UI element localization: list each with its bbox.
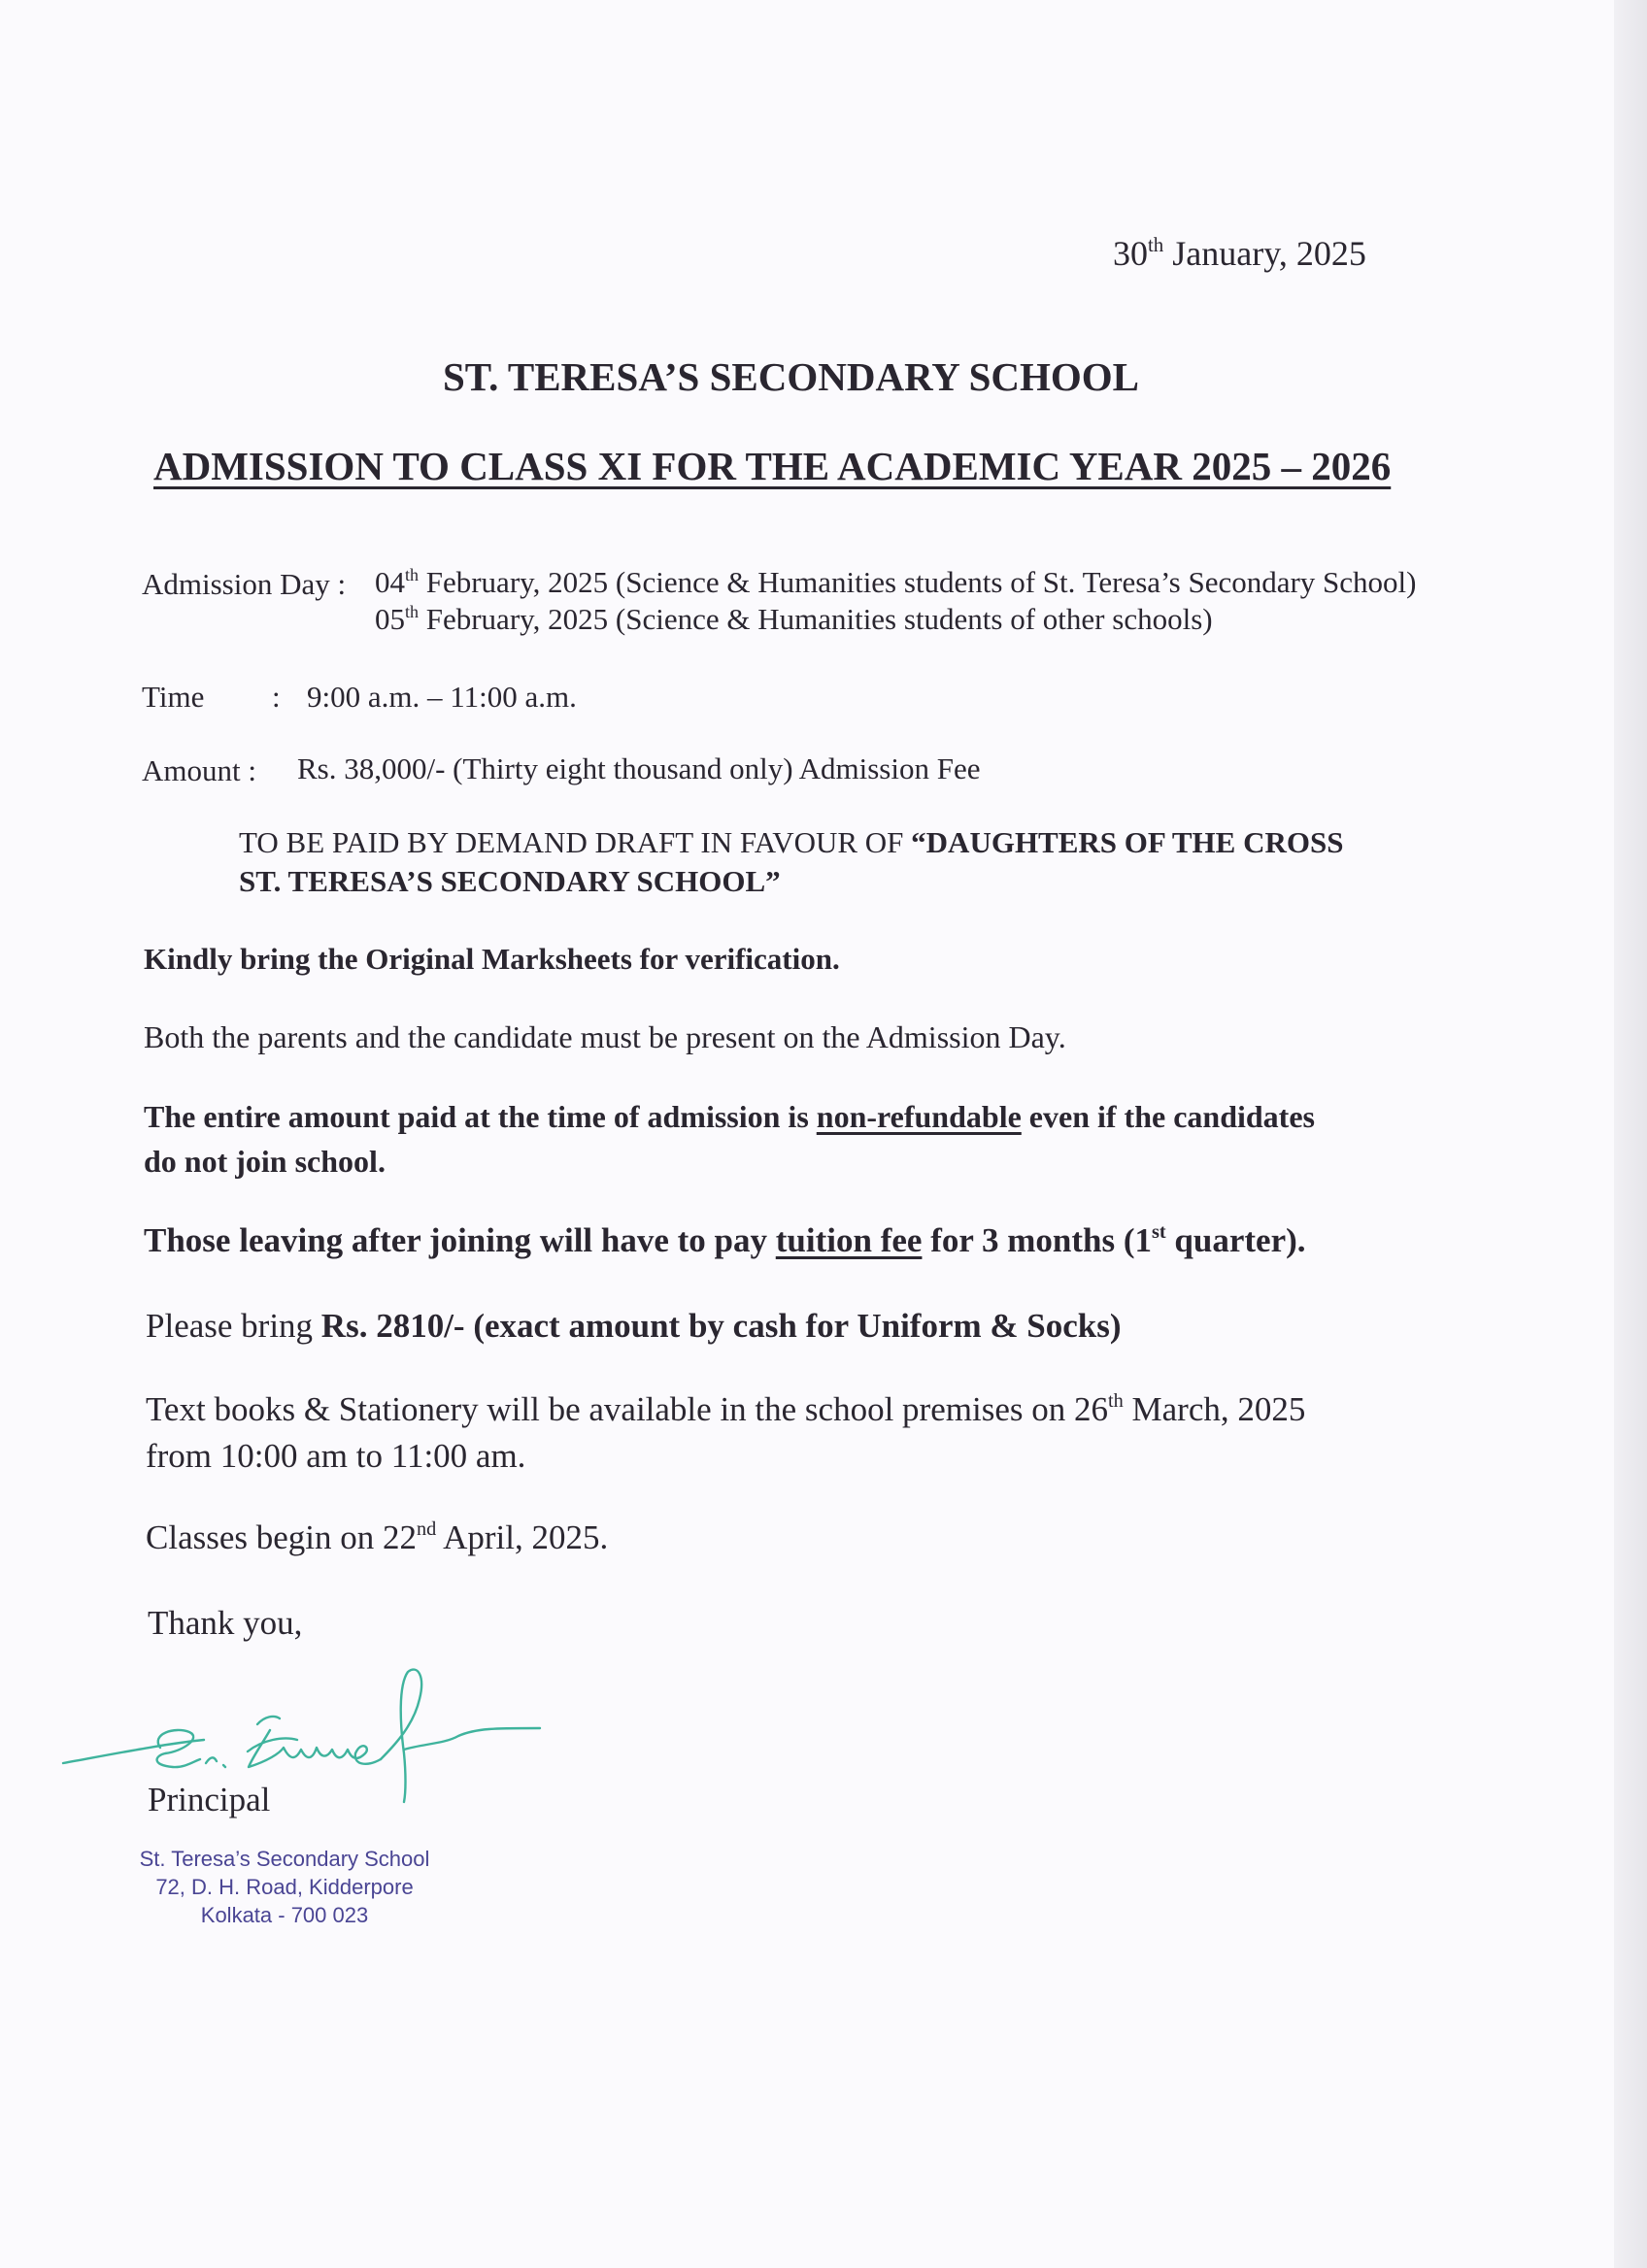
marksheet-note: Kindly bring the Original Marksheets for verification. bbox=[144, 942, 840, 976]
books-note-line-2: from 10:00 am to 11:00 am. bbox=[146, 1437, 526, 1475]
signer-title: Principal bbox=[148, 1781, 271, 1818]
amount-value: Rs. 38,000/- (Thirty eight thousand only) Admission Fee bbox=[297, 751, 981, 785]
closing-text: Thank you, bbox=[148, 1604, 303, 1642]
school-name: ST. TERESA’S SECONDARY SCHOOL bbox=[443, 354, 1139, 399]
amount-label: Amount : bbox=[142, 753, 256, 787]
tuition-fee-note: Those leaving after joining will have to pay tuition fee for 3 months (1st quarter). bbox=[144, 1221, 1306, 1259]
principal-signature bbox=[58, 1647, 563, 1812]
time-label: Time bbox=[142, 680, 205, 714]
demand-draft-line-2: ST. TERESA’S SECONDARY SCHOOL” bbox=[239, 864, 781, 898]
time-value: 9:00 a.m. – 11:00 a.m. bbox=[307, 680, 577, 714]
admission-date-2: 05th February, 2025 (Science & Humanities students of other schools) bbox=[375, 601, 1213, 636]
admission-date-1: 04th February, 2025 (Science & Humanities students of St. Teresa’s Secondary School) bbox=[375, 564, 1417, 599]
demand-draft-line-1: TO BE PAID BY DEMAND DRAFT IN FAVOUR OF “DAUGHTERS OF THE CROSS bbox=[239, 825, 1344, 859]
refund-note-line-1: The entire amount paid at the time of admission is non-refundable even if the candidates bbox=[144, 1099, 1315, 1134]
notice-date: 30th January, 2025 bbox=[1113, 232, 1366, 273]
stamp-line-2: 72, D. H. Road, Kidderpore bbox=[155, 1875, 414, 1899]
uniform-note: Please bring Rs. 2810/- (exact amount by cash for Uniform & Socks) bbox=[146, 1307, 1122, 1345]
school-stamp bbox=[115, 1845, 454, 1929]
books-note-line-1: Text books & Stationery will be available in the school premises on 26th March, 2025 bbox=[146, 1390, 1306, 1428]
admission-day-label: Admission Day : bbox=[142, 567, 347, 601]
notice-title: ADMISSION TO CLASS XI FOR THE ACADEMIC YEAR 2025 – 2026 bbox=[153, 444, 1392, 488]
refund-note-line-2: do not join school. bbox=[144, 1144, 386, 1179]
time-colon: : bbox=[272, 680, 281, 714]
stamp-line-1: St. Teresa’s Secondary School bbox=[139, 1847, 430, 1871]
parents-note: Both the parents and the candidate must be present on the Admission Day. bbox=[144, 1019, 1066, 1054]
page-edge bbox=[1614, 0, 1647, 2268]
classes-begin-note: Classes begin on 22nd April, 2025. bbox=[146, 1518, 609, 1556]
stamp-line-3: Kolkata - 700 023 bbox=[200, 1903, 369, 1927]
